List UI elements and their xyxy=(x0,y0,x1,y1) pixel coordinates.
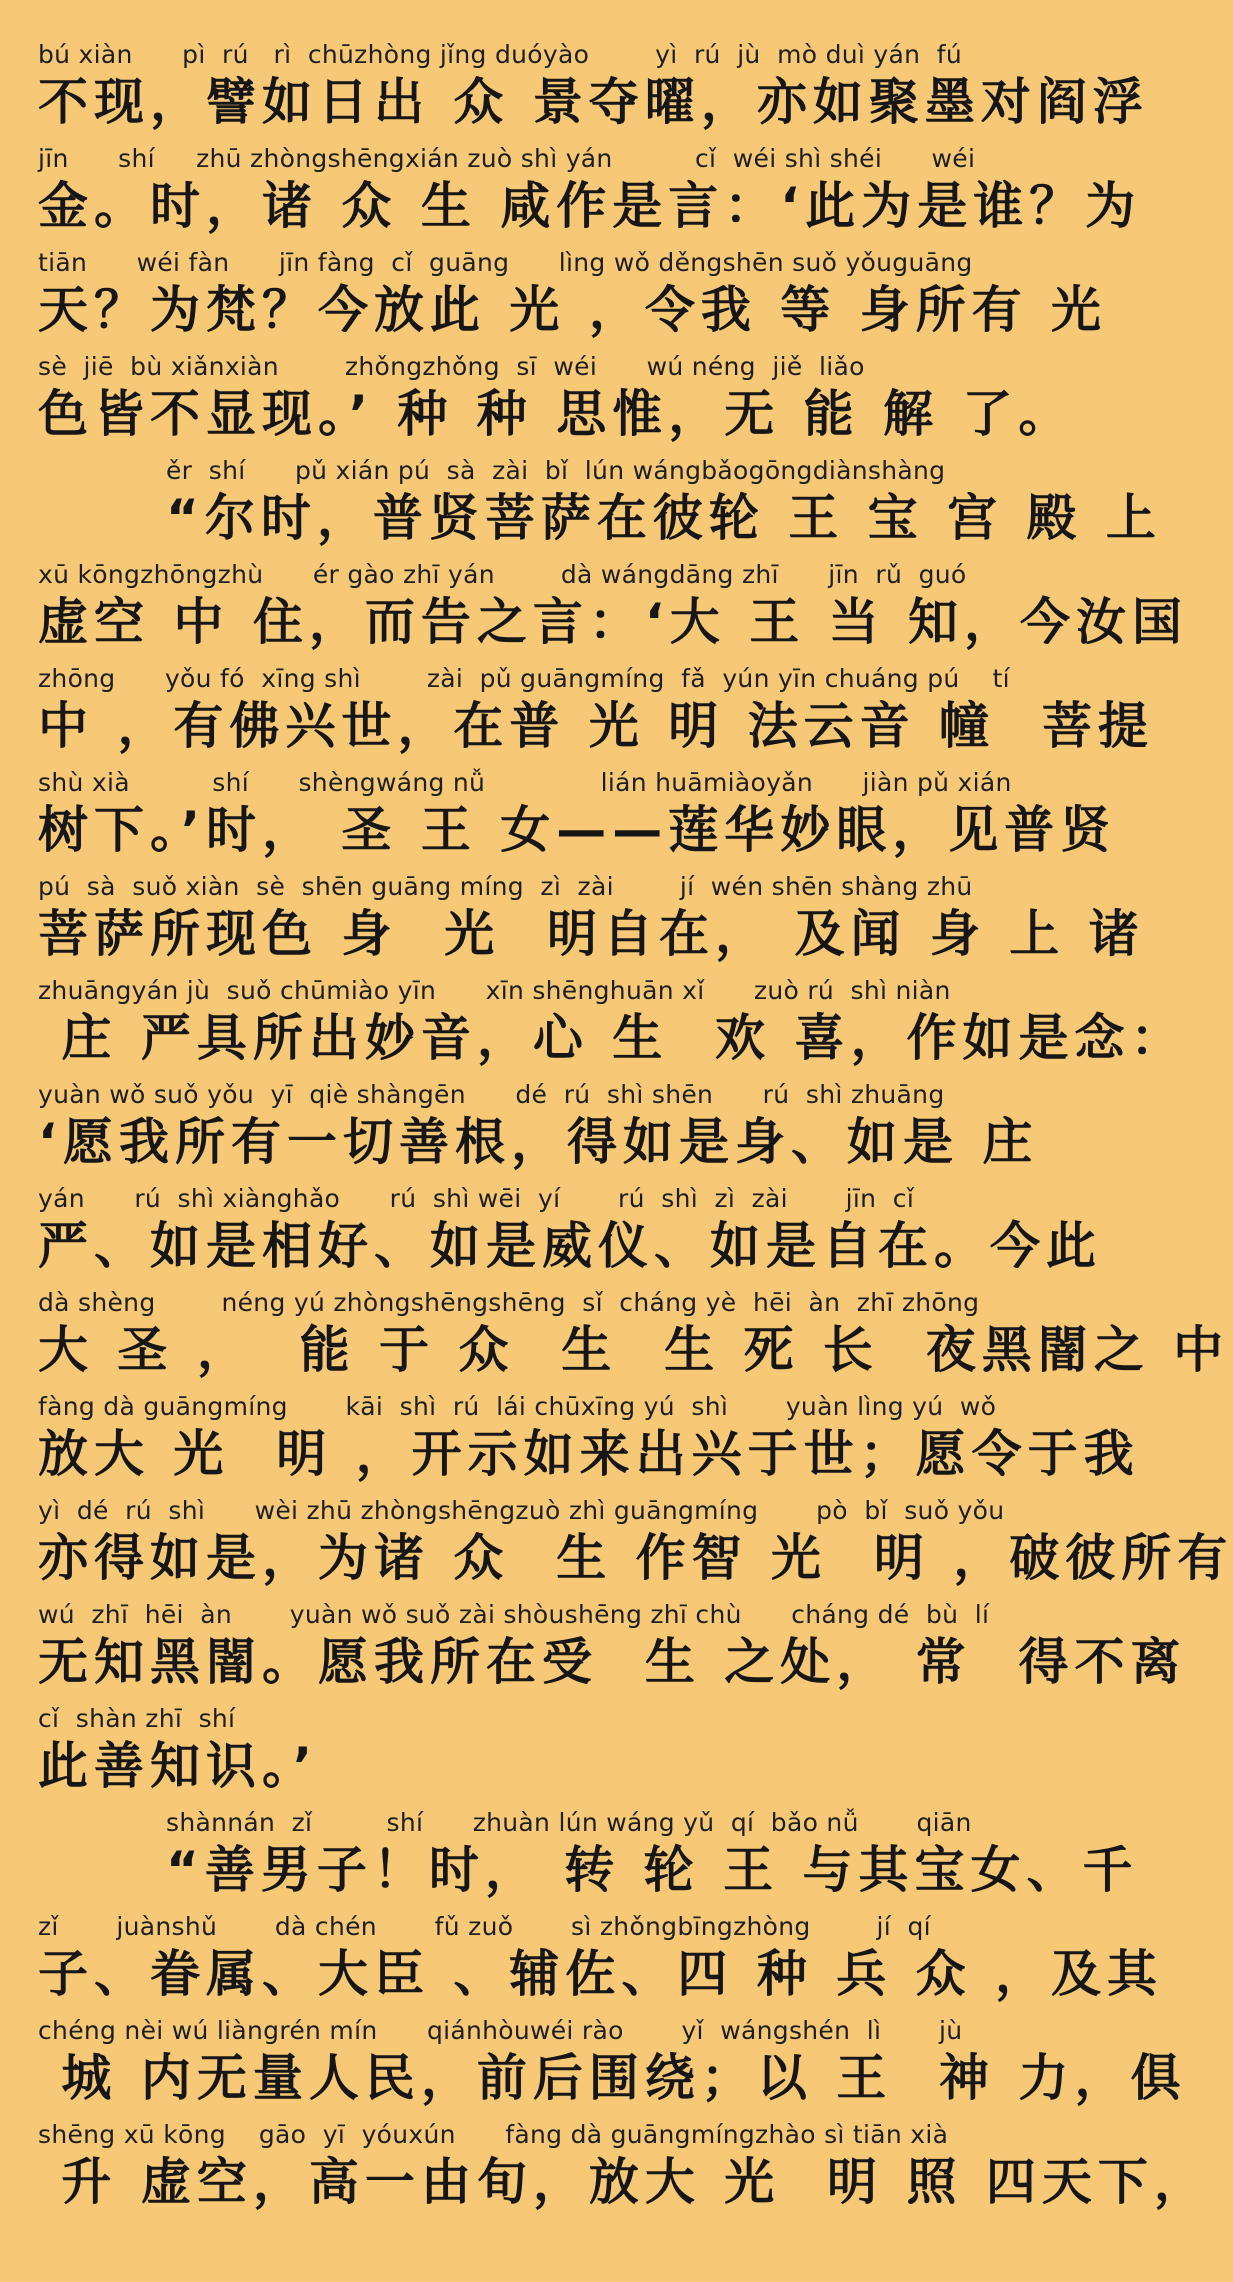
hanzi-line: 不现，譬如日出 众 景夺曜，亦如聚墨对阎浮 xyxy=(38,73,1149,131)
pinyin-line: yì dé rú shì wèi zhū zhòngshēngzuò zhì guāngmíng pò bǐ suǒ yǒu xyxy=(38,1496,1005,1525)
pinyin-line: xū kōngzhōngzhù ér gào zhī yán dà wángdāng zhī jīn rǔ guó xyxy=(38,560,967,589)
text-line xyxy=(38,870,1145,974)
hanzi-line: 无知黑闇。愿我所在受 生 之处， 常 得不离 xyxy=(38,1633,1187,1691)
text-line xyxy=(38,1390,1140,1494)
text-line xyxy=(38,2118,1210,2222)
text-line xyxy=(38,1702,1044,1806)
pinyin-line: shù xià shí shèngwáng nǚ lián huāmiàoyǎn jiàn pǔ xián xyxy=(38,768,1012,797)
pinyin-line: zhuāngyán jù suǒ chūmiào yīn xīn shēnghuān xǐ zuò rú shì niàn xyxy=(38,976,951,1005)
pinyin-line: shēng xū kōng gāo yī yóuxún fàng dà guāngmíngzhào sì tiān xià xyxy=(38,2120,949,2149)
hanzi-line: 菩萨所现色 身 光 明自在， 及闻 身 上 诸 xyxy=(38,905,1145,963)
text-line xyxy=(38,1182,1102,1286)
pinyin-line: bú xiàn pì rú rì chūzhòng jǐng duóyào yì rú jù mò duì yán fú xyxy=(38,40,962,69)
text-line xyxy=(38,558,1189,662)
hanzi-line: ‘愿我所有一切善根，得如是身、如是 庄 xyxy=(38,1113,1039,1171)
pinyin-line: fàng dà guāngmíng kāi shì rú lái chūxīng yú shì yuàn lìng yú wǒ xyxy=(38,1392,997,1421)
text-line xyxy=(38,1494,1233,1598)
pinyin-line: wú zhī hēi àn yuàn wǒ suǒ zài shòushēng zhī chù cháng dé bù lí xyxy=(38,1600,990,1629)
text-line xyxy=(38,1806,1139,1910)
hanzi-line: “善男子！时， 转 轮 王 与其宝女、千 xyxy=(166,1841,1139,1899)
text-line xyxy=(38,1910,1164,2014)
text-line xyxy=(38,766,1117,870)
hanzi-line: 放大 光 明 ，开示如来出兴于世；愿令于我 xyxy=(38,1425,1140,1483)
text-line xyxy=(38,454,1162,558)
hanzi-line: “尔时，普贤菩萨在彼轮 王 宝 宫 殿 上 xyxy=(166,489,1162,547)
pinyin-line: jīn shí zhū zhòngshēngxián zuò shì yán cǐ wéi shì shéi wéi xyxy=(38,144,976,173)
pinyin-line: sè jiē bù xiǎnxiàn zhǒngzhǒng sī wéi wú néng jiě liǎo xyxy=(38,352,865,381)
hanzi-line: 虚空 中 住，而告之言：‘大 王 当 知，今汝国 xyxy=(38,593,1189,651)
text-line xyxy=(38,974,1187,1078)
text-line xyxy=(38,1598,1187,1702)
hanzi-line: 城 内无量人民，前后围绕；以 王 神 力，俱 xyxy=(38,2049,1187,2107)
pinyin-line: ěr shí pǔ xián pú sà zài bǐ lún wángbǎogōngdiànshàng xyxy=(166,456,946,485)
hanzi-line: 亦得如是，为诸 众 生 作智 光 明 ，破彼所有 xyxy=(38,1529,1233,1587)
pinyin-line: zhōng yǒu fó xīng shì zài pǔ guāngmíng fǎ yún yīn chuáng pú tí xyxy=(38,664,1010,693)
text-line xyxy=(38,38,1149,142)
hanzi-line: 此善知识。’ xyxy=(38,1737,318,1795)
pinyin-line: shànnán zǐ shí zhuàn lún wáng yǔ qí bǎo nǚ qiān xyxy=(166,1808,972,1837)
pinyin-line: dà shèng néng yú zhòngshēngshēng sǐ cháng yè hēi àn zhī zhōng xyxy=(38,1288,980,1317)
pinyin-line: zǐ juànshǔ dà chén fǔ zuǒ sì zhǒngbīngzhòng jí qí xyxy=(38,1912,931,1941)
pinyin-line: tiān wéi fàn jīn fàng cǐ guāng lìng wǒ děngshēn suǒ yǒuguāng xyxy=(38,248,973,277)
text-line xyxy=(38,246,1108,350)
pinyin-line: pú sà suǒ xiàn sè shēn guāng míng zì zài jí wén shēn shàng zhū xyxy=(38,872,973,901)
pinyin-line: yán rú shì xiànghǎo rú shì wēi yí rú shì zì zài jīn cǐ xyxy=(38,1184,915,1213)
pinyin-line: cǐ shàn zhī shí xyxy=(38,1704,236,1733)
hanzi-line: 严、如是相好、如是威仪、如是自在。今此 xyxy=(38,1217,1102,1275)
hanzi-line: 升 虚空，高一由旬，放大 光 明 照 四天下， xyxy=(38,2153,1210,2211)
pinyin-line: yuàn wǒ suǒ yǒu yī qiè shàngēn dé rú shì shēn rú shì zhuāng xyxy=(38,1080,945,1109)
hanzi-line: 大 圣 ， 能 于 众 生 生 死 长 夜黑闇之 中 xyxy=(38,1321,1230,1379)
text-line xyxy=(38,662,1154,766)
hanzi-line: 金。时，诸 众 生 咸作是言：‘此为是谁？为 xyxy=(38,177,1142,235)
text-line xyxy=(38,350,1075,454)
hanzi-line: 天？为梵？今放此 光 ，令我 等 身所有 光 xyxy=(38,281,1108,339)
hanzi-line: 庄 严具所出妙音，心 生 欢 喜，作如是念： xyxy=(38,1009,1187,1067)
text-line xyxy=(38,142,1142,246)
hanzi-line: 子、眷属、大臣 、辅佐、四 种 兵 众 ，及其 xyxy=(38,1945,1164,2003)
hanzi-line: 色皆不显现。’ 种 种 思惟，无 能 解 了。 xyxy=(38,385,1075,443)
hanzi-line: 中 ，有佛兴世，在普 光 明 法云音 幢 菩提 xyxy=(38,697,1154,755)
text-line xyxy=(38,1078,1044,1182)
pinyin-line: chéng nèi wú liàngrén mín qiánhòuwéi rào yǐ wángshén lì jù xyxy=(38,2016,963,2045)
hanzi-line: 树下。’时， 圣 王 女——莲华妙眼，见普贤 xyxy=(38,801,1117,859)
text-line xyxy=(38,1286,1230,1390)
text-line xyxy=(38,2014,1187,2118)
